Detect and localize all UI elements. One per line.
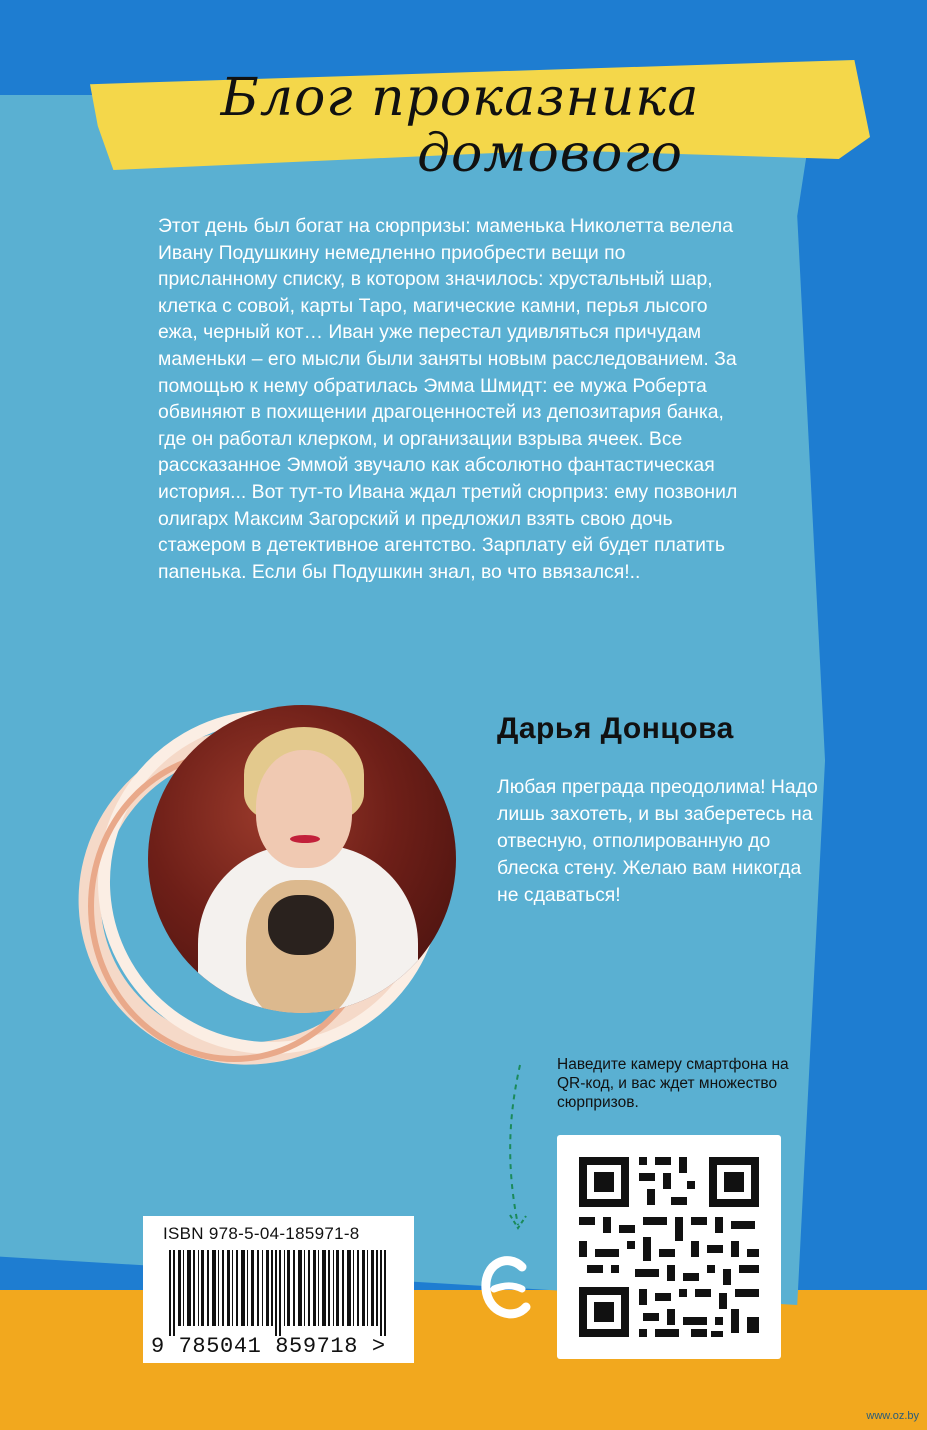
qr-code-icon: [557, 1135, 781, 1359]
author-quote: Любая преграда преодолима! Надо лишь захотеть, и вы заберетесь на отвесную, отполированную до блеска стену. Желаю вам никогда не сдаваться!: [497, 776, 818, 906]
qr-hint: Наведите камеру смартфона на QR-код, и вас ждет множество сюрпризов.: [557, 1056, 789, 1111]
barcode-icon: [169, 1250, 399, 1336]
watermark: www.oz.by: [866, 1410, 919, 1422]
background-yellow-strip: [0, 1290, 927, 1430]
dashed-arrow-icon: [500, 1060, 540, 1240]
author-name: Дарья Донцова: [497, 712, 734, 745]
publisher-logo-icon: [478, 1255, 534, 1323]
book-blurb: [158, 213, 748, 585]
isbn-barcode: [143, 1216, 414, 1363]
photo-lips: [290, 835, 320, 843]
series-title: [140, 70, 840, 182]
photo-pug-face: [268, 895, 334, 955]
blurb-text: Этот день был богат на сюрпризы: маменька Николетта велела Ивану Подушкину немедленно приобрести вещи по присланному списку, в котором значилось: хрустальный шар, клетка с совой, карты Таро, магические камни, перья лысого ежа, черный кот… Иван уже перестал удивляться причудам маменьки – его мысли были заняты новым расследованием. За помощью к нему обратилась Эмма Шмидт: ее мужа Роберта обвиняют в похищении драгоценностей из депозитария банка, где он работал клерком, и организации взрыва ячеек. Все рассказанное Эммой звучало как абсолютно фантастическая история... Вот тут-то Ивана ждал третий сюрприз: ему позвонил олигарх Максим Загорский и предложил взять свою дочь стажером в детективное агентство. Зарплату ей будет платить папенька. Если бы Подушкин знал, во что ввязался!..: [158, 215, 738, 583]
author-photo-frame: [68, 690, 468, 1080]
series-title-line2: домового: [417, 124, 683, 184]
series-title-line1: Блог проказника: [220, 68, 700, 128]
isbn-label: ISBN 978-5-04-185971-8: [163, 1224, 360, 1243]
author-photo: [148, 705, 456, 1013]
photo-face: [256, 750, 352, 868]
qr-code[interactable]: [557, 1135, 781, 1359]
barcode-digits: 9 785041 859718 >: [151, 1334, 386, 1359]
